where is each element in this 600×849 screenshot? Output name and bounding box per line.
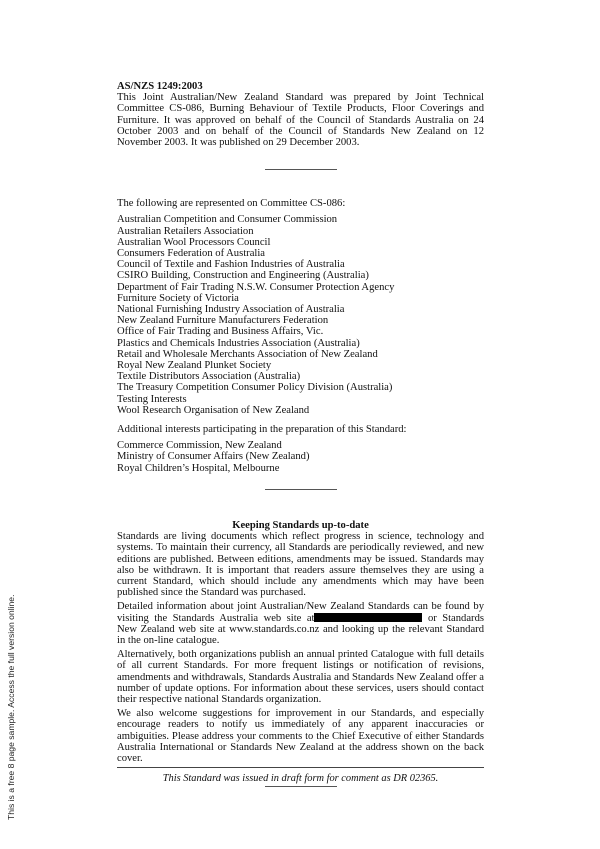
list-item: Office of Fair Trading and Business Affairs, Vic. — [117, 326, 324, 338]
additional-interests-list — [117, 440, 484, 474]
list-item: Royal Children’s Hospital, Melbourne — [117, 462, 280, 474]
list-item: Textile Distributors Association (Australia) — [117, 371, 301, 383]
list-item: Australian Retailers Association — [117, 225, 254, 237]
list-item: The Treasury Competition Consumer Policy Division (Australia) — [117, 382, 393, 394]
list-item: Testing Interests — [117, 393, 187, 405]
list-item: New Zealand Furniture Manufacturers Federation — [117, 315, 329, 327]
redacted-url — [314, 613, 422, 622]
list-item: Wool Research Organisation of New Zealand — [117, 404, 310, 416]
keeping-paragraph-2-text: Detailed information about joint Australian/New Zealand Standards can be found by visiting the Standards Australia web site at — [117, 601, 484, 624]
sample-notice: This is a free 8 page sample. Access the full version online. — [6, 594, 16, 820]
committee-intro: The following are represented on Committee CS-086: — [117, 198, 346, 210]
list-item: Australian Wool Processors Council — [117, 236, 271, 248]
additional-interests-intro: Additional interests participating in the preparation of this Standard: — [117, 424, 407, 436]
keeping-paragraph-2-text-end: or Standards New Zealand web site at www.standards.co.nz and looking up the relevant Standard in the on-line catalogue. — [117, 612, 484, 646]
list-item: Council of Textile and Fashion Industries of Australia — [117, 259, 345, 271]
keeping-standards-title: Keeping Standards up-to-date — [232, 519, 369, 531]
intro-paragraph: This Joint Australian/New Zealand Standard was prepared by Joint Technical Committee CS-086, Burning Behaviour of Textile Products, Floor Coverings and Furniture. It was approved on behalf of the Council of Standards Australia on 24 October 2003 and on behalf of the Council of Standards New Zealand on 12 November 2003. It was published on 29 December 2003. — [117, 92, 484, 149]
draft-note: This Standard was issued in draft form for comment as DR 02365. — [162, 773, 439, 784]
list-item: Australian Competition and Consumer Commission — [117, 214, 338, 226]
list-item: National Furnishing Industry Association of Australia — [117, 304, 345, 316]
list-item: Department of Fair Trading N.S.W. Consumer Protection Agency — [117, 281, 395, 293]
list-item: Consumers Federation of Australia — [117, 248, 265, 260]
keeping-paragraph-4: We also welcome suggestions for improvement in our Standards, and especially encourage readers to notify us immediately of any apparent inaccuracies or ambiguities. Please address your comments to the Chief Executive of either Standards Australia International or Standards New Zealand at the address shown on the back cover. — [117, 708, 484, 764]
list-item: Royal New Zealand Plunket Society — [117, 360, 272, 372]
standard-code: AS/NZS 1249:2003 — [117, 81, 203, 92]
divider — [265, 786, 337, 787]
list-item: Furniture Society of Victoria — [117, 292, 239, 304]
list-item: CSIRO Building, Construction and Engineering (Australia) — [117, 270, 369, 282]
footer-rule — [117, 767, 484, 768]
keeping-paragraph-2 — [117, 601, 484, 646]
list-item: Commerce Commission, New Zealand — [117, 440, 282, 452]
committee-members-list — [117, 214, 484, 416]
list-item: Retail and Wholesale Merchants Association of New Zealand — [117, 348, 378, 360]
list-item: Ministry of Consumer Affairs (New Zealand) — [117, 451, 310, 463]
page-content — [117, 81, 484, 787]
keeping-paragraph-3: Alternatively, both organizations publish an annual printed Catalogue with full details of all current Standards. For more frequent listings or notification of revisions, amendments and withdrawals, Standards Australia and Standards New Zealand offer a number of update options. For information about these services, users should contact their respective national Standards organization. — [117, 649, 484, 705]
list-item: Plastics and Chemicals Industries Association (Australia) — [117, 337, 360, 349]
keeping-paragraph-1: Standards are living documents which reflect progress in science, technology and systems. To maintain their currency, all Standards are periodically reviewed, and new editions are published. Between editions, amendments may be issued. Standards may also be withdrawn. It is important that readers assure themselves they are using a current Standard, which should include any amendments which may have been published since the Standard was purchased. — [117, 531, 484, 599]
